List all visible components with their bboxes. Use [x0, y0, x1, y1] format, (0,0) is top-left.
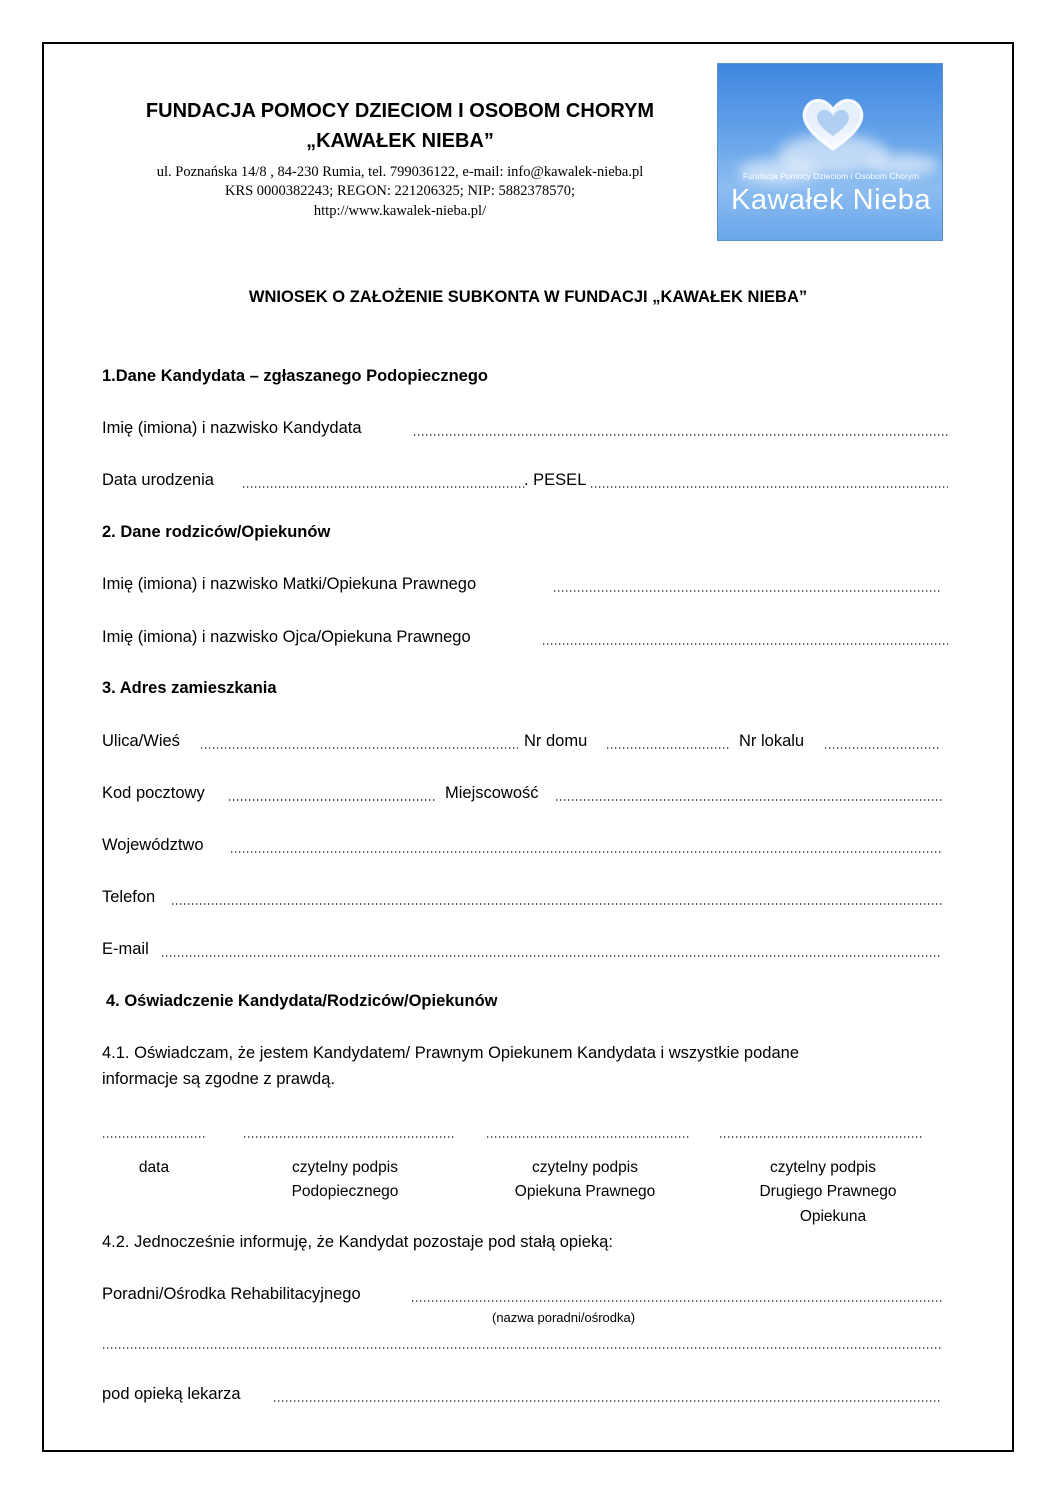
pesel-label: . PESEL	[524, 471, 587, 489]
org-registry: KRS 0000382243; REGON: 221206325; NIP: 5882378570;	[224, 183, 576, 199]
voivodeship-field[interactable]	[231, 840, 941, 856]
cloud-heart-icon	[798, 94, 868, 154]
ward-signature-caption-line1: czytelny podpis	[292, 1159, 398, 1176]
phone-label: Telefon	[102, 888, 156, 906]
doctor-field[interactable]	[274, 1389, 942, 1405]
guardian-signature-caption-line2: Opiekuna Prawnego	[514, 1183, 656, 1200]
flat-number-field[interactable]	[825, 736, 940, 752]
org-address: ul. Poznańska 14/8 , 84-230 Rumia, tel. 799036122, e-mail: info@kawalek-nieba.pl	[156, 164, 644, 180]
candidate-name-field[interactable]	[414, 423, 948, 439]
second-guardian-signature-field[interactable]	[720, 1125, 923, 1141]
statement-line1: 4.1. Oświadczam, że jestem Kandydatem/ Prawnym Opiekunem Kandydata i wszystkie podane	[102, 1044, 799, 1062]
clinic-continuation-field[interactable]	[103, 1336, 942, 1352]
street-label: Ulica/Wieś	[102, 732, 180, 750]
father-name-field[interactable]	[543, 632, 948, 648]
ward-signature-caption-line2: Podopiecznego	[291, 1183, 399, 1200]
logo-title: Kawałek Nieba	[731, 184, 931, 216]
city-field[interactable]	[556, 788, 942, 804]
pesel-field[interactable]	[591, 475, 948, 491]
house-number-label: Nr domu	[524, 732, 588, 750]
document-title: WNIOSEK O ZAŁOŻENIE SUBKONTA W FUNDACJI „KAWAŁEK NIEBA”	[248, 288, 808, 306]
logo-subtitle: Fundacja Pomocy Dzieciom i Osobom Chorym	[742, 171, 920, 181]
candidate-name-label: Imię (imiona) i nazwisko Kandydata	[102, 419, 362, 437]
email-label: E-mail	[102, 940, 149, 958]
phone-field[interactable]	[172, 892, 942, 908]
guardian-signature-caption-line1: czytelny podpis	[532, 1159, 638, 1176]
date-signature-field[interactable]	[103, 1125, 207, 1141]
clinic-field[interactable]	[412, 1289, 942, 1305]
mother-name-field[interactable]	[554, 579, 941, 595]
date-caption: data	[138, 1159, 170, 1176]
org-website: http://www.kawalek-nieba.pl/	[313, 203, 487, 219]
second-guardian-caption-line3: Opiekuna	[799, 1208, 867, 1225]
foundation-logo	[717, 63, 943, 241]
care-statement: 4.2. Jednocześnie informuję, że Kandydat pozostaje pod stałą opieką:	[102, 1233, 613, 1251]
section2-heading: 2. Dane rodziców/Opiekunów	[102, 523, 331, 541]
second-guardian-caption-line2: Drugiego Prawnego	[759, 1183, 897, 1200]
statement-line2: informacje są zgodne z prawdą.	[102, 1070, 335, 1088]
flat-number-label: Nr lokalu	[739, 732, 805, 750]
doctor-label: pod opieką lekarza	[102, 1385, 241, 1403]
mother-name-label: Imię (imiona) i nazwisko Matki/Opiekuna Prawnego	[102, 575, 477, 593]
city-label: Miejscowość	[445, 784, 539, 802]
street-field[interactable]	[201, 736, 518, 752]
birth-date-label: Data urodzenia	[102, 471, 214, 489]
postal-code-field[interactable]	[229, 788, 436, 804]
section4-heading: 4. Oświadczenie Kandydata/Rodziców/Opiekunów	[106, 992, 498, 1010]
ward-signature-field[interactable]	[244, 1125, 456, 1141]
house-number-field[interactable]	[607, 736, 731, 752]
postal-code-label: Kod pocztowy	[102, 784, 205, 802]
clinic-label: Poradni/Ośrodka Rehabilitacyjnego	[102, 1285, 361, 1303]
org-name-line2: „KAWAŁEK NIEBA”	[306, 130, 494, 152]
section3-heading: 3. Adres zamieszkania	[102, 679, 277, 697]
father-name-label: Imię (imiona) i nazwisko Ojca/Opiekuna Prawnego	[102, 628, 471, 646]
voivodeship-label: Województwo	[102, 836, 204, 854]
email-field[interactable]	[162, 944, 940, 960]
org-name-line1: FUNDACJA POMOCY DZIECIOM I OSOBOM CHORYM	[145, 100, 655, 122]
guardian-signature-field[interactable]	[487, 1125, 691, 1141]
second-guardian-caption-line1: czytelny podpis	[770, 1159, 876, 1176]
birth-date-field[interactable]	[243, 475, 525, 491]
section1-heading: 1.Dane Kandydata – zgłaszanego Podopiecznego	[102, 367, 489, 385]
clinic-hint: (nazwa poradni/ośrodka)	[492, 1310, 636, 1325]
